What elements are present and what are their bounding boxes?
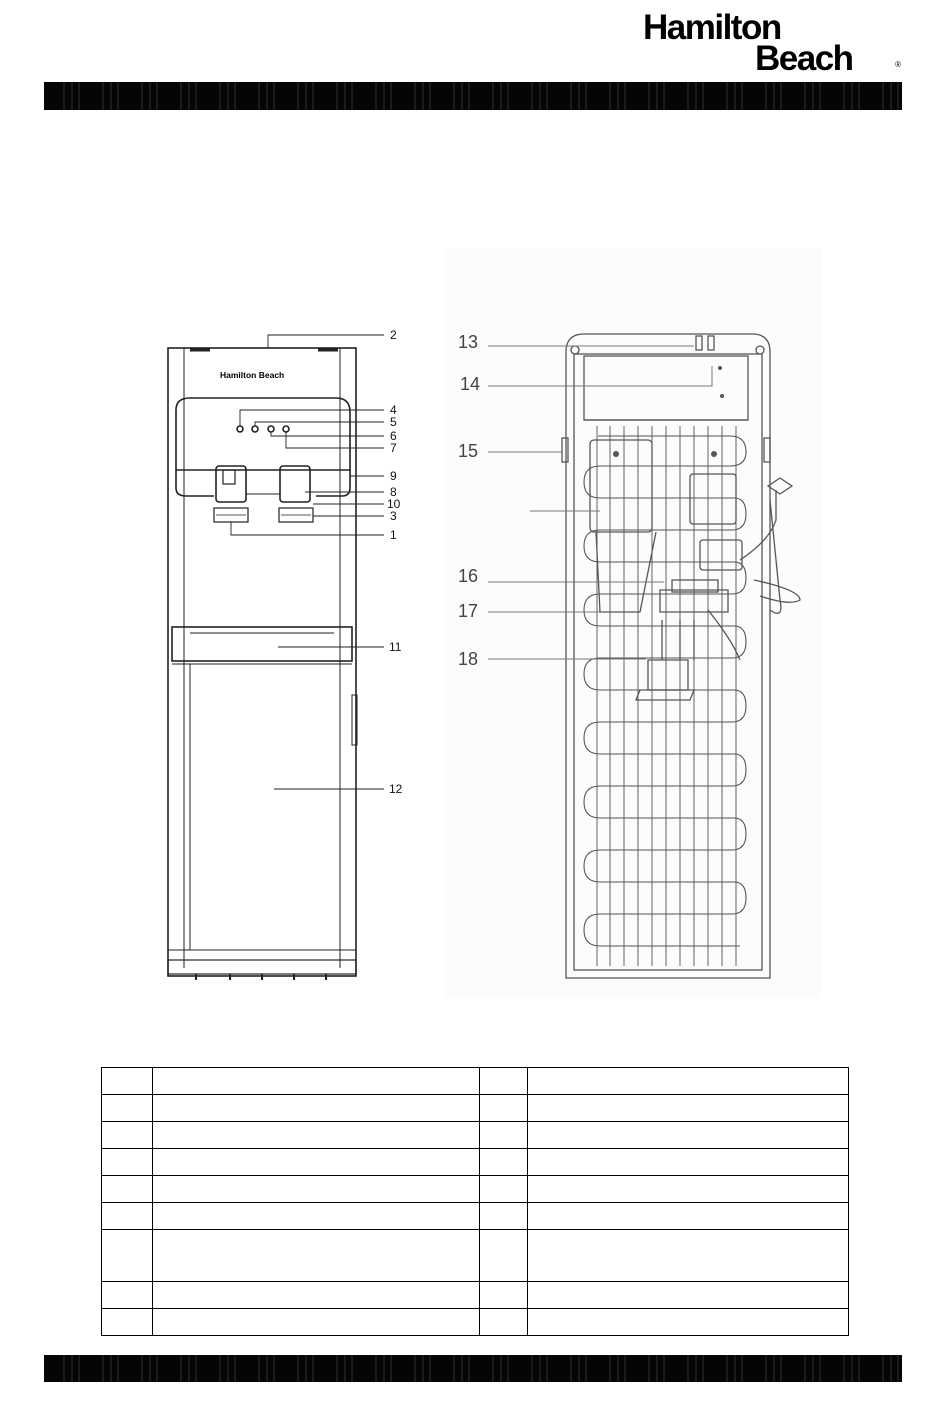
table-cell [153,1122,480,1149]
back-view [444,248,822,998]
table-cell [528,1176,849,1203]
callout-9: 9 [390,469,397,483]
table-cell [528,1122,849,1149]
table-cell [102,1176,153,1203]
callout-5: 5 [390,415,397,429]
brand-logo-line2: Beach [755,39,853,78]
table-cell [528,1282,849,1309]
table-row [102,1230,849,1282]
table-cell [153,1309,480,1336]
table-cell [153,1149,480,1176]
table-cell [102,1282,153,1309]
callout-12: 12 [389,782,403,796]
table-cell [153,1203,480,1230]
callout-18: 18 [458,649,479,669]
callout-6: 6 [390,429,397,443]
parts-table [101,1067,849,1336]
table-cell [480,1122,528,1149]
front-leader-lines [231,335,384,789]
table-row [102,1095,849,1122]
callout-1: 1 [390,528,397,542]
callout-15: 15 [458,441,479,461]
table-cell [528,1149,849,1176]
callout-17: 17 [458,601,479,621]
table-cell [528,1203,849,1230]
table-row [102,1282,849,1309]
table-cell [102,1203,153,1230]
callout-14: 14 [460,374,481,394]
table-cell [153,1176,480,1203]
table-row [102,1176,849,1203]
callout-13: 13 [458,332,479,352]
table-cell [480,1068,528,1095]
table-cell [480,1230,528,1282]
front-view [168,348,357,980]
table-cell [480,1309,528,1336]
callout-10: 10 [387,497,401,511]
table-cell [102,1230,153,1282]
table-cell [528,1068,849,1095]
table-cell [480,1095,528,1122]
callout-8: 8 [390,485,397,499]
table-cell [102,1068,153,1095]
table-cell [153,1230,480,1282]
table-cell [102,1095,153,1122]
table-cell [528,1095,849,1122]
table-cell [102,1122,153,1149]
registered-mark: ® [895,60,901,69]
table-cell [153,1068,480,1095]
table-cell [153,1282,480,1309]
callout-2: 2 [390,328,397,342]
table-cell [102,1149,153,1176]
callout-16: 16 [458,566,479,586]
table-row [102,1068,849,1095]
table-row [102,1203,849,1230]
table-row [102,1149,849,1176]
table-cell [480,1149,528,1176]
table-cell [528,1230,849,1282]
footer-band [44,1355,902,1382]
table-row [102,1309,849,1336]
table-cell [480,1203,528,1230]
callout-11: 11 [389,640,402,654]
table-cell [480,1176,528,1203]
callout-3: 3 [390,509,397,523]
table-cell [153,1095,480,1122]
table-cell [102,1309,153,1336]
table-row [102,1122,849,1149]
callout-4: 4 [390,403,397,417]
brand-logo-line1: Hamilton [643,8,781,47]
table-cell [528,1309,849,1336]
product-logo: Hamilton Beach [220,370,285,380]
callout-7: 7 [390,441,397,455]
table-cell [480,1282,528,1309]
